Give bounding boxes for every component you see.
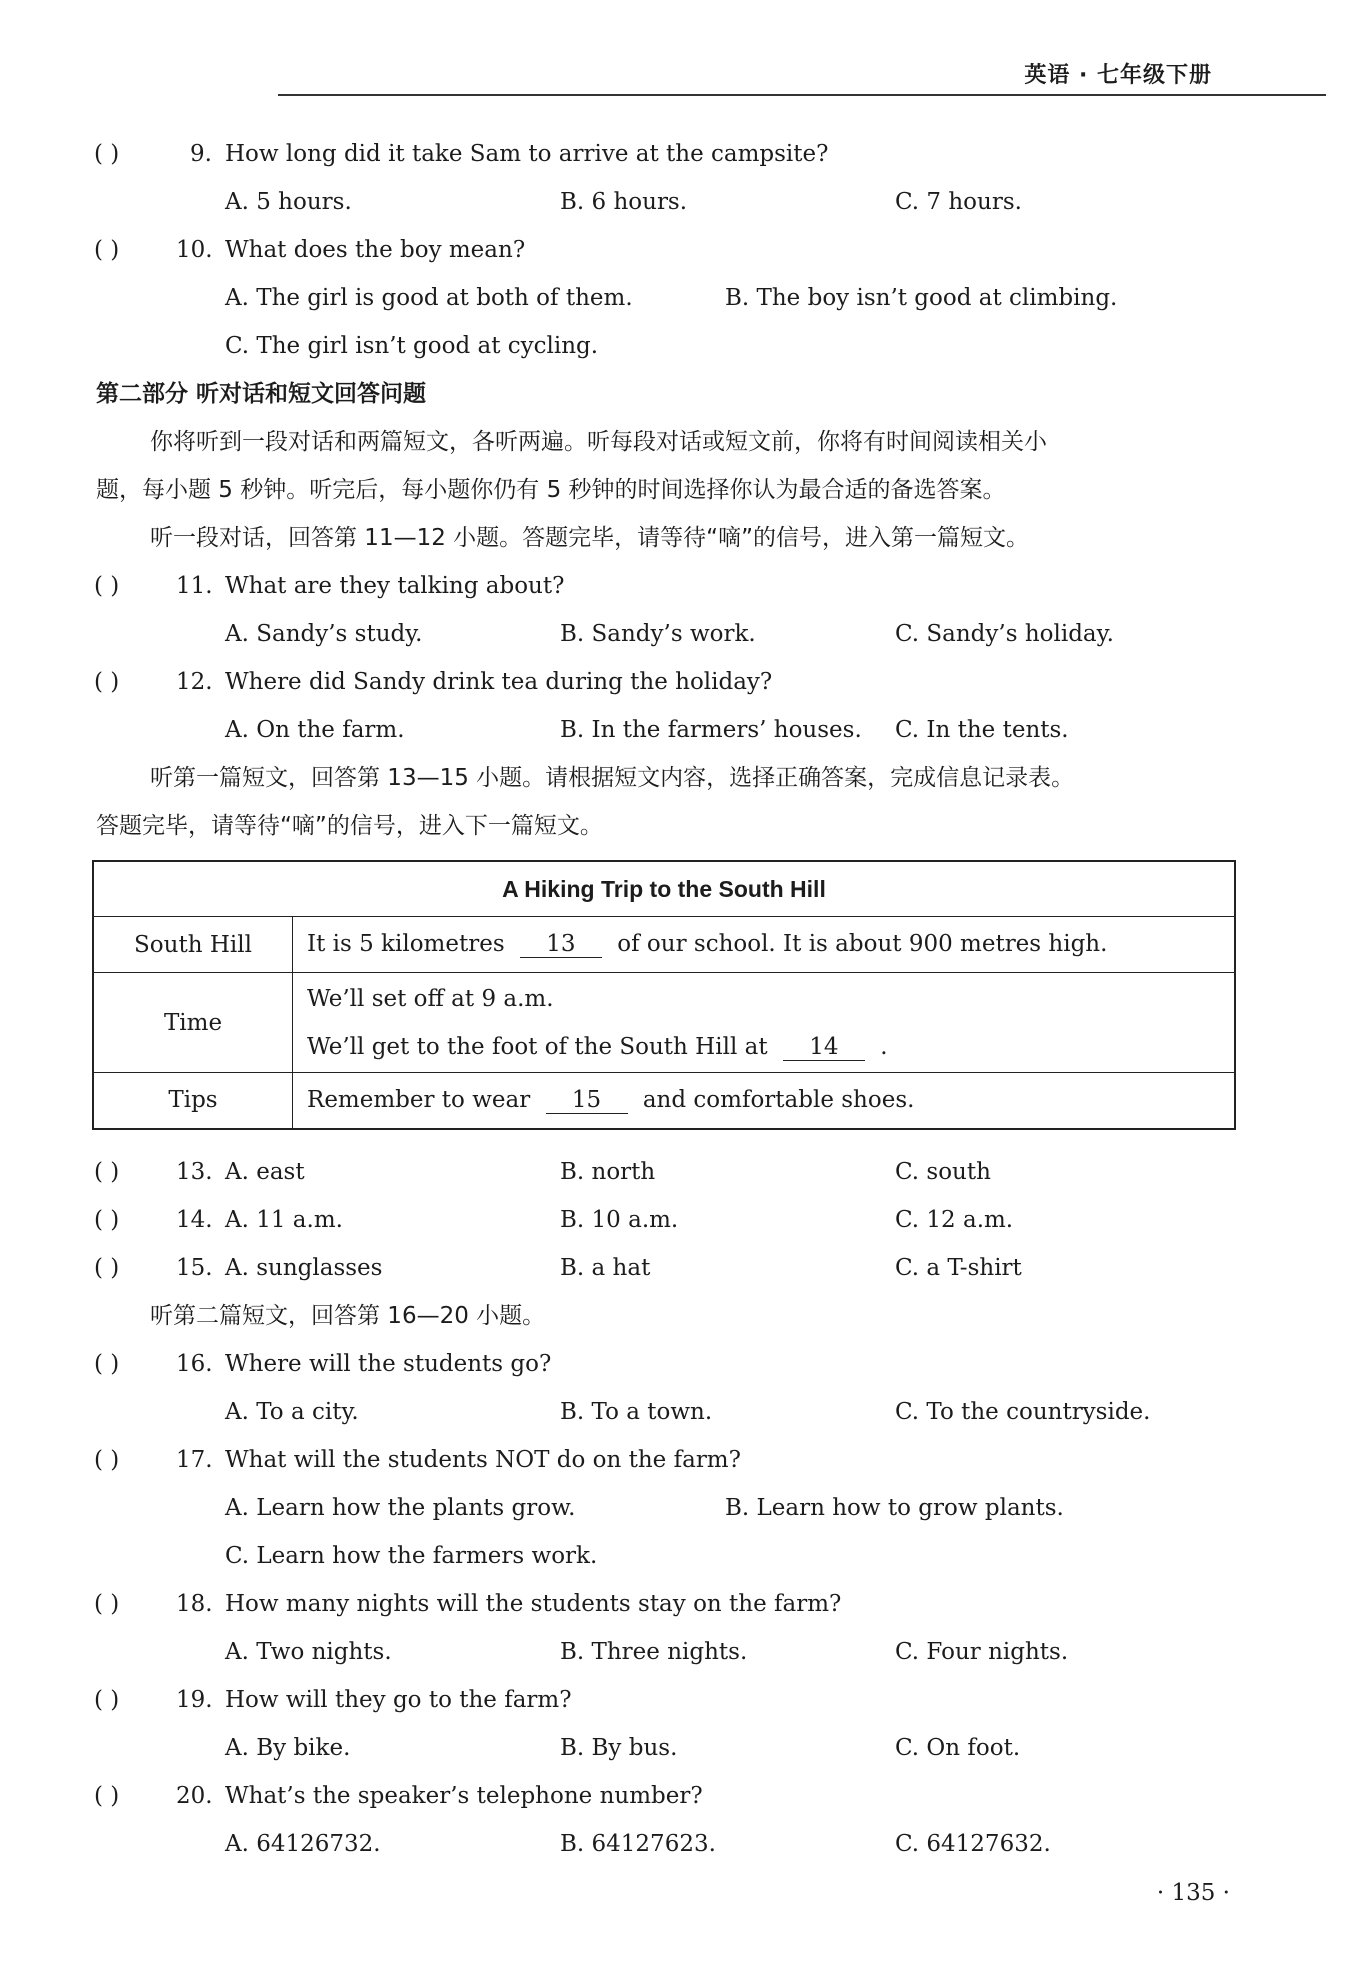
option-a: A. By bike. [225, 1735, 351, 1761]
question-number: 11. [176, 573, 213, 599]
answer-blank[interactable]: ( ) [94, 1687, 120, 1713]
instruction-text: 你将听到一段对话和两篇短文，各听两遍。听每段对话或短文前，你将有时间阅读相关小 [150, 429, 1047, 455]
table-row [93, 1073, 1235, 1129]
fill-blank[interactable]: 15 [546, 1087, 628, 1114]
answer-blank[interactable]: ( ) [94, 1207, 120, 1233]
option-a: A. 11 a.m. [225, 1207, 343, 1233]
table-row [93, 917, 1235, 973]
option-a: A. To a city. [225, 1399, 359, 1425]
book-title: 英语 · 七年级下册 [1024, 63, 1212, 88]
answer-blank[interactable]: ( ) [94, 669, 120, 695]
option-a: A. 5 hours. [225, 189, 352, 215]
question-14 [0, 1200, 1350, 1240]
option-b: B. north [560, 1159, 656, 1185]
question-15 [0, 1248, 1350, 1288]
question-19-options [0, 1728, 1350, 1768]
table-row [93, 973, 1235, 1073]
intro-line-1 [0, 422, 1350, 462]
question-13 [0, 1152, 1350, 1192]
question-text: How will they go to the farm? [225, 1687, 572, 1713]
question-number: 18. [176, 1591, 213, 1617]
option-a: A. Sandy’s study. [225, 621, 423, 647]
part2-heading-line [0, 374, 1350, 414]
option-a: A. 64126732. [225, 1831, 381, 1857]
option-a: A. sunglasses [225, 1255, 383, 1281]
question-20 [0, 1776, 1350, 1816]
instruction-text: 听一段对话，回答第 11—12 小题。答题完毕，请等待“嘀”的信号，进入第一篇短文。 [150, 525, 1029, 551]
option-a: A. The girl is good at both of them. [225, 285, 633, 311]
passage1-instruction-1 [0, 758, 1350, 798]
instruction-text: 题，每小题 5 秒钟。听完后，每小题你仍有 5 秒钟的时间选择你认为最合适的备选答案。 [96, 477, 1006, 503]
question-18-options [0, 1632, 1350, 1672]
instruction-text: 答题完毕，请等待“嘀”的信号，进入下一篇短文。 [96, 813, 603, 839]
question-10-options-row2 [0, 326, 1350, 366]
fill-blank[interactable]: 14 [783, 1034, 865, 1061]
question-11-options [0, 614, 1350, 654]
question-text: What’s the speaker’s telephone number? [225, 1783, 703, 1809]
option-c: C. a T-shirt [895, 1255, 1022, 1281]
question-text: What does the boy mean? [225, 237, 526, 263]
question-text: What will the students NOT do on the farm? [225, 1447, 741, 1473]
question-18 [0, 1584, 1350, 1624]
row-text: We’ll set off at 9 a.m. [307, 985, 554, 1012]
option-b: B. 64127623. [560, 1831, 716, 1857]
instruction-text: 听第二篇短文，回答第 16—20 小题。 [150, 1303, 546, 1329]
fill-blank[interactable]: 13 [520, 931, 602, 958]
answer-blank[interactable]: ( ) [94, 1159, 120, 1185]
question-16 [0, 1344, 1350, 1384]
row-label: Time [93, 973, 293, 1073]
option-b: B. Learn how to grow plants. [725, 1495, 1064, 1521]
row-text: . [880, 1033, 888, 1060]
answer-blank[interactable]: ( ) [94, 237, 120, 263]
option-c: C. To the countryside. [895, 1399, 1151, 1425]
option-b: B. 6 hours. [560, 189, 688, 215]
row-text: It is 5 kilometres [307, 931, 505, 957]
question-17-options-row2 [0, 1536, 1350, 1576]
answer-blank[interactable]: ( ) [94, 573, 120, 599]
question-19 [0, 1680, 1350, 1720]
question-text: How many nights will the students stay on the farm? [225, 1591, 842, 1617]
row-text: We’ll get to the foot of the South Hill at [307, 1033, 768, 1060]
row-line-2 [307, 1023, 1220, 1071]
question-number: 20. [176, 1783, 213, 1809]
row-text: of our school. It is about 900 metres high. [617, 931, 1108, 957]
answer-blank[interactable]: ( ) [94, 1255, 120, 1281]
question-16-options [0, 1392, 1350, 1432]
option-c: C. 7 hours. [895, 189, 1022, 215]
option-a: A. east [225, 1159, 305, 1185]
question-text: What are they talking about? [225, 573, 565, 599]
option-a: A. Learn how the plants grow. [225, 1495, 576, 1521]
option-c: C. On foot. [895, 1735, 1021, 1761]
option-b: B. 10 a.m. [560, 1207, 679, 1233]
question-17 [0, 1440, 1350, 1480]
instruction-text: 听第一篇短文，回答第 13—15 小题。请根据短文内容，选择正确答案，完成信息记录表。 [150, 765, 1075, 791]
row-text: Remember to wear [307, 1086, 531, 1113]
option-a: A. On the farm. [225, 717, 405, 743]
question-number: 9. [190, 141, 212, 167]
question-number: 15. [176, 1255, 213, 1281]
answer-blank[interactable]: ( ) [94, 1351, 120, 1377]
passage2-instruction [0, 1296, 1350, 1336]
option-c: C. The girl isn’t good at cycling. [225, 333, 599, 359]
table-title: A Hiking Trip to the South Hill [93, 861, 1235, 917]
question-12-options [0, 710, 1350, 750]
question-11 [0, 566, 1350, 606]
row-text: and comfortable shoes. [642, 1086, 915, 1113]
question-number: 14. [176, 1207, 213, 1233]
dialogue-instruction [0, 518, 1350, 558]
question-20-options [0, 1824, 1350, 1864]
option-b: B. By bus. [560, 1735, 678, 1761]
option-b: B. Three nights. [560, 1639, 748, 1665]
row-content [293, 1073, 1236, 1129]
question-text: Where will the students go? [225, 1351, 552, 1377]
row-content [293, 917, 1236, 973]
question-10 [0, 230, 1350, 270]
option-c: C. Learn how the farmers work. [225, 1543, 598, 1569]
table-header-row [93, 861, 1235, 917]
question-9 [0, 134, 1350, 174]
option-c: C. 64127632. [895, 1831, 1051, 1857]
question-10-options-row1 [0, 278, 1350, 318]
question-number: 10. [176, 237, 213, 263]
page-header [0, 0, 1350, 100]
row-label: South Hill [93, 917, 293, 973]
section-heading: 第二部分 听对话和短文回答问题 [96, 381, 427, 407]
page-number: · 135 · [1156, 1880, 1230, 1906]
question-number: 17. [176, 1447, 213, 1473]
option-b: B. To a town. [560, 1399, 713, 1425]
option-b: B. The boy isn’t good at climbing. [725, 285, 1118, 311]
question-9-options [0, 182, 1350, 222]
question-number: 13. [176, 1159, 213, 1185]
row-label: Tips [93, 1073, 293, 1129]
option-b: B. In the farmers’ houses. [560, 717, 862, 743]
passage1-instruction-2 [0, 806, 1350, 846]
option-a: A. Two nights. [225, 1639, 392, 1665]
option-c: C. south [895, 1159, 991, 1185]
option-b: B. Sandy’s work. [560, 621, 756, 647]
option-c: C. In the tents. [895, 717, 1069, 743]
option-c: C. Four nights. [895, 1639, 1069, 1665]
option-c: C. Sandy’s holiday. [895, 621, 1114, 647]
option-c: C. 12 a.m. [895, 1207, 1014, 1233]
question-number: 12. [176, 669, 213, 695]
info-table [92, 860, 1236, 1130]
question-12 [0, 662, 1350, 702]
option-b: B. a hat [560, 1255, 651, 1281]
answer-blank[interactable]: ( ) [94, 1783, 120, 1809]
question-17-options-row1 [0, 1488, 1350, 1528]
answer-blank[interactable]: ( ) [94, 1447, 120, 1473]
header-rule [278, 94, 1326, 96]
question-number: 19. [176, 1687, 213, 1713]
question-number: 16. [176, 1351, 213, 1377]
row-content [293, 973, 1236, 1073]
question-text: Where did Sandy drink tea during the holiday? [225, 669, 773, 695]
intro-line-2 [0, 470, 1350, 510]
question-text: How long did it take Sam to arrive at the campsite? [225, 141, 829, 167]
answer-blank[interactable]: ( ) [94, 141, 120, 167]
answer-blank[interactable]: ( ) [94, 1591, 120, 1617]
